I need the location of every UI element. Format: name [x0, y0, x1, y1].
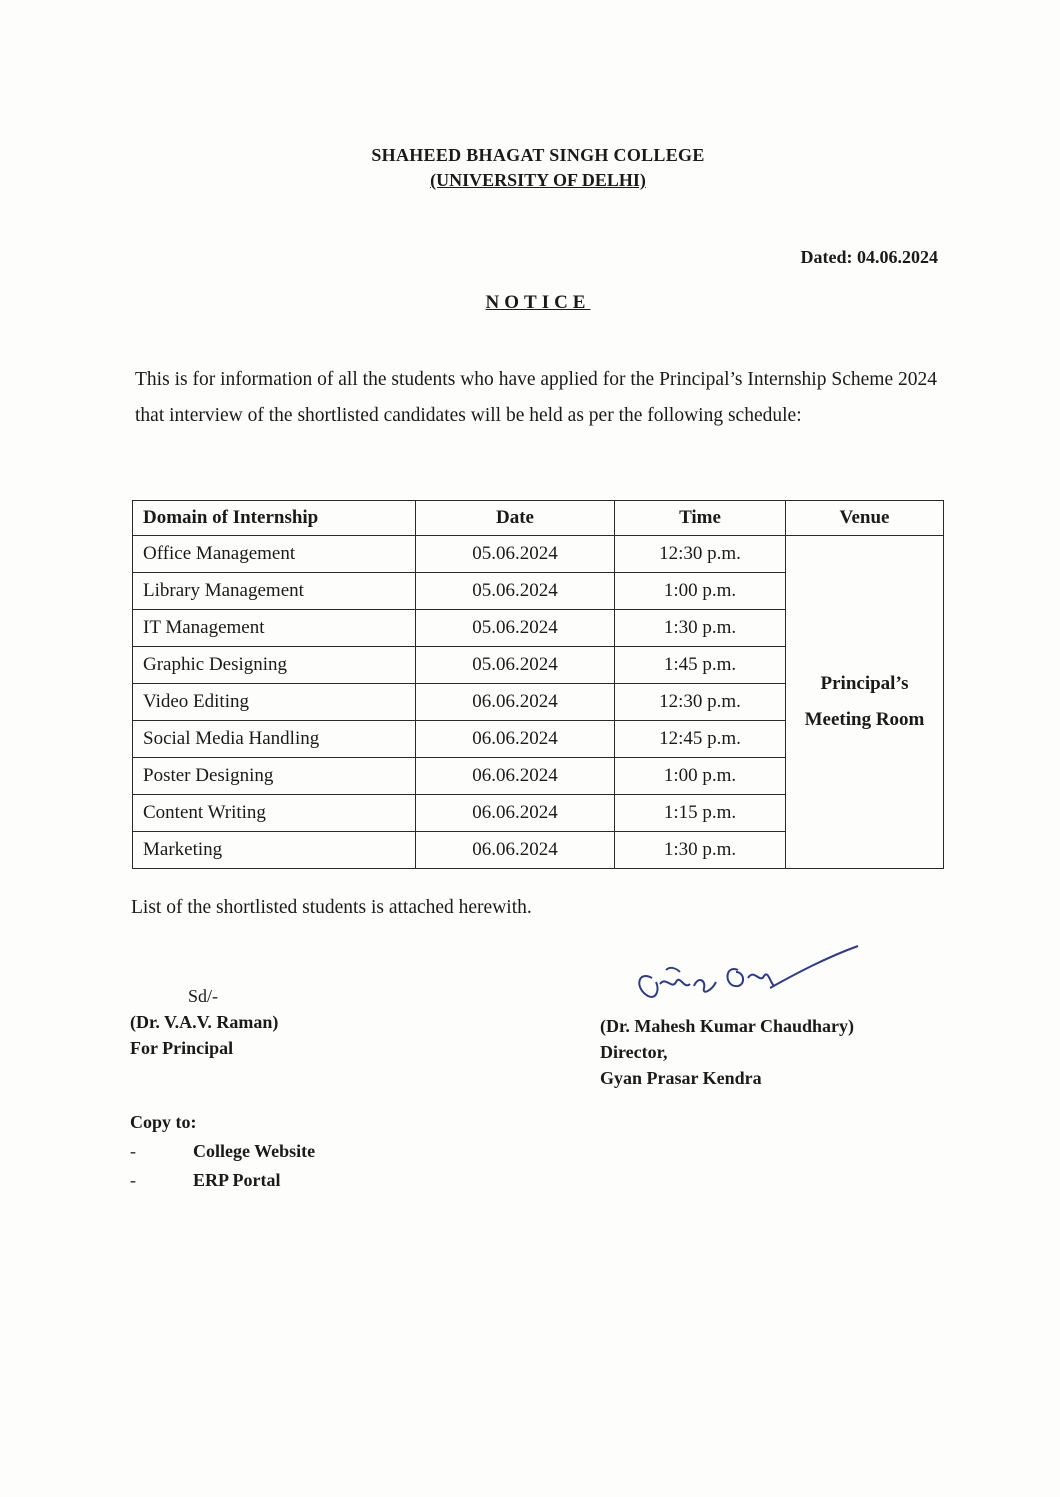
left-signatory-name: (Dr. V.A.V. Raman): [130, 1012, 279, 1032]
cell-domain: Graphic Designing: [133, 647, 416, 684]
cell-date: 06.06.2024: [416, 758, 615, 795]
cell-time: 12:45 p.m.: [615, 721, 786, 758]
right-signatory-block: [600, 1013, 854, 1091]
table-row: [133, 536, 944, 573]
cell-time: 1:45 p.m.: [615, 647, 786, 684]
venue-line-2: Meeting Room: [804, 709, 925, 730]
venue-line-1: Principal’s: [820, 673, 909, 694]
cell-domain: Video Editing: [133, 684, 416, 721]
table-header-row: [133, 501, 944, 536]
notice-date: Dated: 04.06.2024: [800, 247, 938, 267]
cell-date: 05.06.2024: [416, 647, 615, 684]
cell-domain: Social Media Handling: [133, 721, 416, 758]
right-signatory-name: (Dr. Mahesh Kumar Chaudhary): [600, 1016, 855, 1036]
list-item: - College Website: [130, 1141, 316, 1161]
cell-time: 12:30 p.m.: [615, 684, 786, 721]
intro-paragraph: This is for information of all the students who have applied for the Principal’s Internship Scheme 2024 that interview of the shortlisted candidates will be held as per the following schedule:: [135, 369, 937, 426]
cell-domain: IT Management: [133, 610, 416, 647]
copy-to-heading: Copy to:: [130, 1112, 197, 1132]
cell-date: 05.06.2024: [416, 610, 615, 647]
cell-date: 06.06.2024: [416, 832, 615, 869]
right-signatory-role: Director,: [600, 1042, 668, 1062]
cell-date: 05.06.2024: [416, 536, 615, 573]
cell-domain: Library Management: [133, 573, 416, 610]
cell-time: 12:30 p.m.: [615, 536, 786, 573]
copy-to-item: College Website: [193, 1141, 316, 1161]
header-venue: Venue: [786, 501, 944, 536]
cell-domain: Content Writing: [133, 795, 416, 832]
copy-to-block: [130, 1108, 315, 1195]
cell-time: 1:15 p.m.: [615, 795, 786, 832]
cell-date: 06.06.2024: [416, 684, 615, 721]
handwritten-signature: [620, 940, 870, 1010]
sd-mark: Sd/-: [188, 986, 219, 1006]
cell-domain: Marketing: [133, 832, 416, 869]
cell-domain: Office Management: [133, 536, 416, 573]
left-signatory-block: [130, 983, 278, 1061]
notice-title: NOTICE: [485, 292, 591, 313]
header-time: Time: [615, 501, 786, 536]
cell-time: 1:00 p.m.: [615, 573, 786, 610]
copy-to-item: ERP Portal: [193, 1170, 281, 1190]
cell-domain: Poster Designing: [133, 758, 416, 795]
cell-date: 06.06.2024: [416, 721, 615, 758]
college-name: SHAHEED BHAGAT SINGH COLLEGE: [371, 145, 705, 165]
header-domain: Domain of Internship: [133, 501, 416, 536]
university-name: (UNIVERSITY OF DELHI): [430, 170, 646, 190]
attachment-note: List of the shortlisted students is attached herewith.: [131, 897, 532, 918]
header-date: Date: [416, 501, 615, 536]
list-item: - ERP Portal: [130, 1170, 281, 1190]
cell-time: 1:30 p.m.: [615, 832, 786, 869]
cell-time: 1:30 p.m.: [615, 610, 786, 647]
cell-time: 1:00 p.m.: [615, 758, 786, 795]
interview-schedule-table: [132, 500, 944, 869]
left-signatory-role: For Principal: [130, 1038, 234, 1058]
right-signatory-org: Gyan Prasar Kendra: [600, 1068, 762, 1088]
cell-date: 06.06.2024: [416, 795, 615, 832]
cell-venue: [786, 536, 944, 869]
cell-date: 05.06.2024: [416, 573, 615, 610]
